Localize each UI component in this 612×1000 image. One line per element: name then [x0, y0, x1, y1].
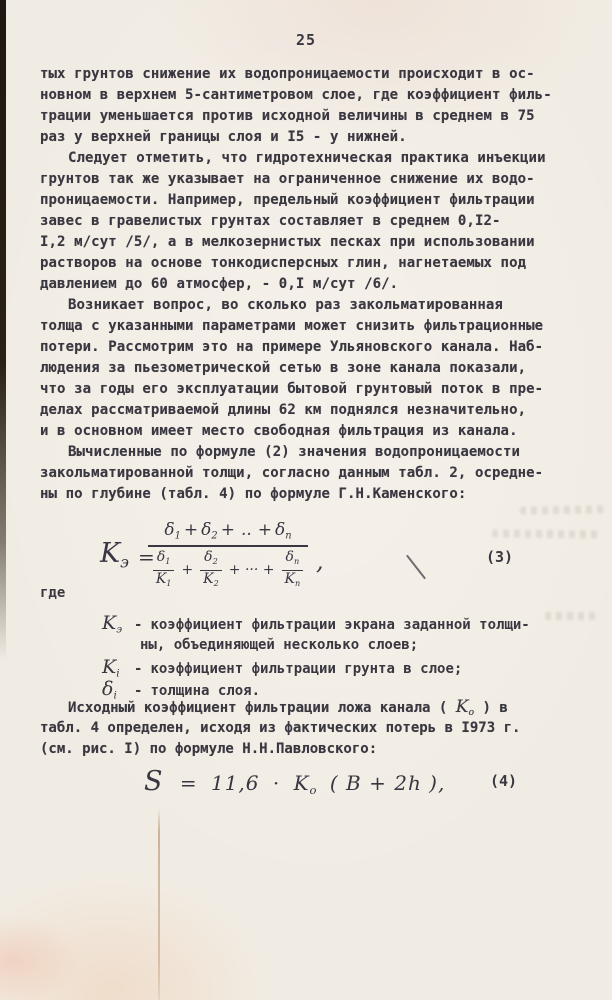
- coefficient: 11,6: [210, 771, 260, 795]
- page-number: 25: [295, 31, 317, 49]
- symbol-k-i: $K_i$: [102, 656, 120, 680]
- equals-sign: =: [138, 545, 155, 569]
- paper-crease-line: [158, 808, 160, 1000]
- text-line: толща с указанными параметрами может снизить фильтрационные: [40, 318, 544, 334]
- text-line: потери. Рассмотрим это на примере Ульяновского канала. Наб-: [40, 339, 544, 355]
- plus-sign: +: [181, 562, 194, 579]
- text-line: проницаемости. Например, предельный коэффициент фильтрации: [40, 192, 535, 208]
- equation-number-3: (3): [486, 548, 514, 566]
- text-line: людения за пьезометрической сетью в зоне канала показали,: [40, 360, 527, 376]
- parenthetical-term: ( B + 2h ),: [329, 771, 446, 795]
- comma: ,: [316, 547, 324, 575]
- paragraph: [40, 148, 580, 295]
- where-label: где: [40, 585, 66, 601]
- mini-fraction: $\frac{\delta_2}{K_2}$: [200, 550, 222, 591]
- fraction-numerator: $\delta_1 + \delta_2$ + .. + $\delta_n$: [164, 520, 292, 542]
- text-line: новном в верхнем 5-сантиметровом слое, где коэффициент филь-: [40, 87, 552, 103]
- definition-text: коэффициент фильтрации грунта в слое;: [150, 661, 463, 677]
- formula-3-lhs: $K_э$: [100, 538, 129, 572]
- text-line: I,2 м/сут /5/, а в мелкозернистых песках при использовании: [40, 234, 535, 250]
- text-line: ны по глубине (табл. 4) по формуле Г.Н.Каменского:: [40, 486, 467, 502]
- paragraph: [40, 64, 580, 148]
- equation-number-4: (4): [490, 772, 518, 790]
- definition-text: толщина слоя.: [150, 683, 261, 699]
- multiplication-dot: ·: [272, 771, 281, 795]
- text-line: (см. рис. I) по формуле Н.Н.Павловского:: [40, 741, 378, 757]
- text-line: Возникает вопрос, во сколько раз закольматированная: [68, 297, 503, 313]
- paragraph: [40, 442, 580, 505]
- text-line: давлением до 60 атмосфер, - 0,I м/сут /6/.: [40, 276, 399, 292]
- symbol-s: S: [144, 766, 164, 797]
- body-text: [40, 64, 580, 505]
- definition-row: $\delta_i$ - толщина слоя.: [102, 678, 261, 702]
- page-left-dark-edge: [0, 0, 6, 660]
- text-line: раз у верхней границы слоя и I5 - у нижней.: [40, 129, 407, 145]
- formula-3: [40, 514, 552, 614]
- formula-4: [40, 766, 552, 810]
- paragraph: [40, 295, 580, 442]
- formula-3-fraction: [146, 516, 310, 591]
- text-line: Исходный коэффициент фильтрации ложа канала ( $K_о$ ) в: [68, 697, 508, 718]
- fraction-denominator: [146, 550, 310, 591]
- text-line: завес в гравелистых грунтах составляет в среднем 0,I2-: [40, 213, 501, 229]
- ellipsis: + ··· +: [228, 562, 275, 579]
- text-line: что за годы его эксплуатации бытовой грунтовый поток в пре-: [40, 381, 544, 397]
- symbol-k-o: $K_o$: [293, 771, 317, 798]
- definition-text: коэффициент фильтрации экрана заданной толщи-: [150, 617, 530, 633]
- paragraph: [40, 697, 580, 760]
- text-line: Следует отметить, что гидротехническая практика инъекции: [68, 150, 546, 166]
- symbol-delta-i: $\delta_i$: [102, 678, 117, 702]
- symbol-definitions: [40, 612, 580, 700]
- equals-sign: =: [179, 771, 198, 795]
- text-line: тых грунтов снижение их водопроницаемости происходит в ос-: [40, 66, 535, 82]
- text-line: трации уменьшается против исходной величины в среднем в 75: [40, 108, 535, 124]
- definition-row: $K_э$ - коэффициент фильтрации экрана заданной толщи-: [102, 612, 530, 636]
- text-line: грунтов так же указывает на ограниченное снижение их водо-: [40, 171, 535, 187]
- text-line: Вычисленные по формуле (2) значения водопроницаемости: [68, 444, 521, 460]
- symbol-k-e: $K_э$: [102, 612, 123, 636]
- text-line: растворов на основе тонкодисперсных глин, нагнетаемых под: [40, 255, 527, 271]
- definition-text-continued: ны, объединяющей несколько слоев;: [140, 637, 419, 653]
- fraction-bar: [148, 545, 308, 547]
- text-line: закольматированной толщи, согласно данным табл. 2, осредне-: [40, 465, 544, 481]
- text-line: делах рассматриваемой длины 62 км поднялся незначительно,: [40, 402, 527, 418]
- symbol-k-o: $K_о$: [455, 697, 475, 718]
- definition-row: $K_i$ - коэффициент фильтрации грунта в слое;: [102, 656, 463, 680]
- mini-fraction: $\delta_1$ $K_1$: [153, 550, 175, 591]
- mini-fraction: $\frac{\delta_n}{K_n}$: [282, 550, 304, 591]
- text-line: и в основном имеет место свободная фильтрация из канала.: [40, 423, 518, 439]
- text-line: табл. 4 определен, исходя из фактических потерь в I973 г.: [40, 720, 521, 736]
- formula-4-expression: [144, 766, 448, 797]
